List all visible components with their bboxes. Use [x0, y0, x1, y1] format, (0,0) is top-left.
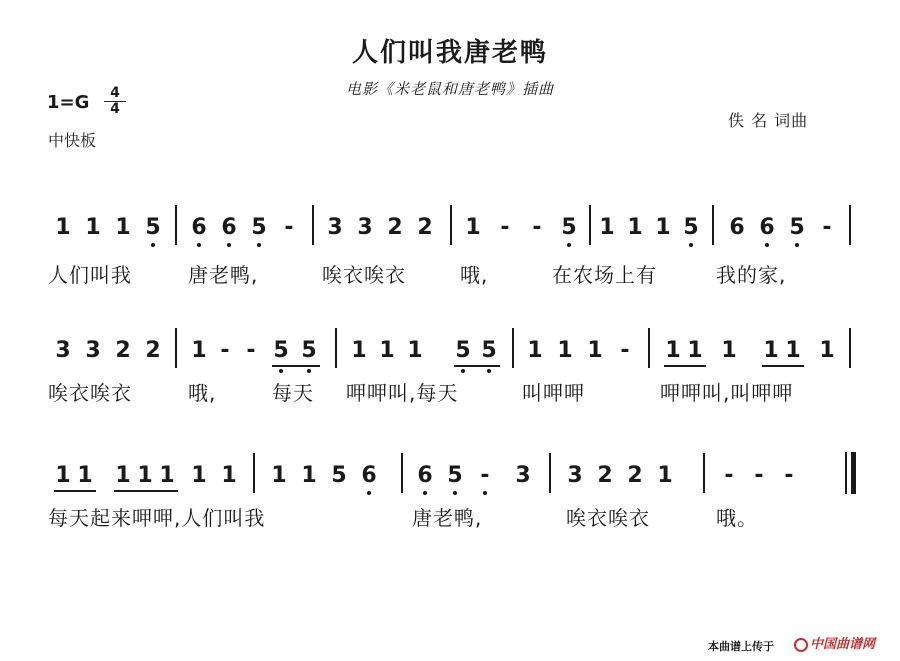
- lyric-segment: 在农场上有: [552, 263, 657, 287]
- time-signature: [104, 86, 126, 117]
- note: 1: [351, 338, 367, 363]
- note: 1: [191, 463, 207, 488]
- note: 1: [221, 463, 237, 488]
- score-system-1: [0, 205, 900, 295]
- low-octave-dot: [795, 243, 799, 247]
- note: 1: [655, 215, 671, 240]
- key-signature: 1=G: [47, 92, 90, 113]
- low-octave-dot: [227, 243, 231, 247]
- note: 1: [115, 463, 131, 488]
- note: 5: [301, 338, 317, 363]
- note: 1: [159, 463, 175, 488]
- song-title: 人们叫我唐老鸭: [351, 38, 548, 68]
- lyric-segment: 唐老鸭,: [412, 506, 483, 530]
- note: 1: [627, 215, 643, 240]
- barline: [512, 328, 514, 368]
- note: -: [480, 463, 490, 488]
- note: 5: [683, 215, 699, 240]
- low-octave-dot: [689, 243, 693, 247]
- lyric-segment: 叫呷呷: [522, 381, 585, 405]
- note: -: [246, 338, 256, 363]
- barline: [335, 328, 337, 368]
- low-octave-dot: [279, 369, 283, 373]
- note: 5: [447, 463, 463, 488]
- note: 6: [361, 463, 377, 488]
- lyric-segment: 唉衣唉衣: [322, 263, 406, 287]
- eighth-beam: [454, 365, 500, 367]
- note: 1: [191, 338, 207, 363]
- note: 1: [527, 338, 543, 363]
- note: 1: [587, 338, 603, 363]
- barline: [648, 328, 650, 368]
- barline: [175, 328, 177, 368]
- low-octave-dot: [151, 243, 155, 247]
- note: 1: [785, 338, 801, 363]
- note: -: [284, 215, 294, 240]
- note: 1: [379, 338, 395, 363]
- barline: [253, 453, 255, 493]
- note: 5: [251, 215, 267, 240]
- note: -: [724, 463, 734, 488]
- low-octave-dot: [367, 491, 371, 495]
- barline: [703, 453, 705, 493]
- lyric-segment: 哦。: [716, 506, 758, 530]
- note: 1: [557, 338, 573, 363]
- score-system-3: [0, 453, 900, 543]
- note: 1: [77, 463, 93, 488]
- tempo-marking: 中快板: [48, 131, 97, 150]
- eighth-beam: [272, 365, 320, 367]
- final-barline-thick: [851, 452, 856, 494]
- low-octave-dot: [307, 369, 311, 373]
- note: 6: [759, 215, 775, 240]
- note: -: [620, 338, 630, 363]
- note: 1: [819, 338, 835, 363]
- lyric-segment: 唐老鸭,: [188, 263, 259, 287]
- eighth-beam: [664, 365, 706, 367]
- note: 5: [789, 215, 805, 240]
- site-logo[interactable]: [794, 633, 875, 652]
- composer-credit: 佚 名 词曲: [728, 111, 809, 130]
- lyric-segment: 每天: [272, 381, 314, 405]
- note: -: [784, 463, 794, 488]
- note: 2: [417, 215, 433, 240]
- note: 6: [729, 215, 745, 240]
- note: 1: [85, 215, 101, 240]
- low-octave-dot: [483, 491, 487, 495]
- note: 3: [567, 463, 583, 488]
- note: -: [220, 338, 230, 363]
- low-octave-dot: [765, 243, 769, 247]
- low-octave-dot: [197, 243, 201, 247]
- note: 3: [357, 215, 373, 240]
- note: 6: [191, 215, 207, 240]
- note: 2: [115, 338, 131, 363]
- lyric-segment: 唉衣唉衣: [48, 381, 132, 405]
- upload-source-label: 本曲谱上传于: [708, 640, 774, 653]
- eighth-beam: [762, 365, 804, 367]
- lyric-segment: 哦,: [460, 263, 489, 287]
- low-octave-dot: [567, 243, 571, 247]
- time-signature-top: 4: [104, 86, 126, 102]
- eighth-beam: [54, 490, 96, 492]
- lyric-segment: 唉衣唉衣: [566, 506, 650, 530]
- note: 5: [145, 215, 161, 240]
- score-system-2: [0, 328, 900, 418]
- note: 6: [417, 463, 433, 488]
- note: 6: [221, 215, 237, 240]
- note: 1: [137, 463, 153, 488]
- lyric-segment: 我的家,: [716, 263, 787, 287]
- note: 5: [561, 215, 577, 240]
- barline: [712, 205, 714, 245]
- barline: [549, 453, 551, 493]
- low-octave-dot: [257, 243, 261, 247]
- lyric-segment: 每天起来呷呷,人们叫我: [48, 506, 266, 530]
- song-subtitle: 电影《米老鼠和唐老鸭》插曲: [345, 80, 554, 98]
- note: 1: [721, 338, 737, 363]
- lyric-segment: 哦,: [188, 381, 217, 405]
- note: 1: [301, 463, 317, 488]
- note: 1: [115, 215, 131, 240]
- note: 1: [55, 215, 71, 240]
- note: -: [500, 215, 510, 240]
- lyric-segment: 呷呷叫,叫呷呷: [660, 381, 794, 405]
- low-octave-dot: [453, 491, 457, 495]
- barline: [849, 205, 851, 245]
- note: 1: [763, 338, 779, 363]
- note: 3: [327, 215, 343, 240]
- time-signature-bottom: 4: [110, 101, 120, 117]
- note: 5: [455, 338, 471, 363]
- final-barline-thin: [845, 452, 847, 494]
- note: 3: [85, 338, 101, 363]
- barline: [175, 205, 177, 245]
- note: 5: [273, 338, 289, 363]
- site-logo-text: 中国曲谱网: [810, 637, 876, 652]
- low-octave-dot: [461, 369, 465, 373]
- note: 1: [407, 338, 423, 363]
- note: -: [754, 463, 764, 488]
- note: 2: [627, 463, 643, 488]
- note: 5: [331, 463, 347, 488]
- note: 1: [55, 463, 71, 488]
- note: 1: [271, 463, 287, 488]
- barline: [589, 205, 591, 245]
- site-logo-icon: [794, 638, 808, 652]
- low-octave-dot: [423, 491, 427, 495]
- barline: [450, 205, 452, 245]
- eighth-beam: [114, 490, 178, 492]
- note: 1: [687, 338, 703, 363]
- note: 3: [515, 463, 531, 488]
- low-octave-dot: [487, 369, 491, 373]
- barline: [312, 205, 314, 245]
- note: 1: [465, 215, 481, 240]
- note: 2: [387, 215, 403, 240]
- note: 1: [599, 215, 615, 240]
- lyric-segment: 呷呷叫,每天: [346, 381, 459, 405]
- note: 3: [55, 338, 71, 363]
- note: 2: [597, 463, 613, 488]
- note: 5: [481, 338, 497, 363]
- note: -: [822, 215, 832, 240]
- note: 1: [657, 463, 673, 488]
- note: 2: [145, 338, 161, 363]
- note: 1: [665, 338, 681, 363]
- note: -: [532, 215, 542, 240]
- barline: [401, 453, 403, 493]
- barline: [849, 328, 851, 368]
- lyric-segment: 人们叫我: [48, 263, 132, 287]
